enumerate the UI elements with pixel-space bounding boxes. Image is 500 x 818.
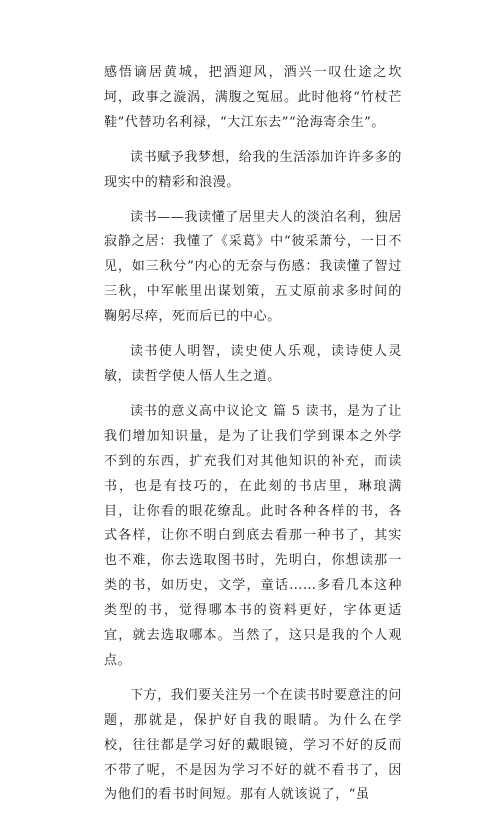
- paragraph-6: 下方，我们要关注另一个在读书时要意注的问题，那就是，保护好自我的眼睛。为什么在学校，往往都是学习好的戴眼镜，学习不好的反而不带了呢，不是因为学习不好的就不看书了，因为他们的看书时间短。那有人就该说了，“虽: [104, 687, 403, 803]
- paragraph-3: 读书——我读懂了居里夫人的淡泊名利，独居寂静之居：我懂了《采葛》中“彼采萧兮，一日不见，如三秋兮”内心的无奈与伤感：我读懂了智过三秋，中军帐里出谋划策，五丈原前求多时间的鞠躬尽瘁，死而后已的中心。: [104, 209, 403, 325]
- paragraph-4: 读书使人明智，读史使人乐观，读诗使人灵敏，读哲学使人悟人生之道。: [104, 344, 402, 384]
- paragraph-2: 读书赋予我梦想，给我的生活添加许许多多的现实中的精彩和浪漫。: [104, 149, 403, 190]
- document-body: [104, 61, 402, 818]
- paragraph-1: 感悟谪居黄城，把酒迎风，酒兴一叹仕途之坎坷，政事之漩涡，满腹之冤屈。此时他将“竹杖芒鞋”代替功名利禄，“大江东去”“沧海寄余生”。: [104, 65, 402, 130]
- paragraph-5: 读书的意义高中议论文 篇 5 读书，是为了让我们增加知识量，是为了让我们学到课本之外学不到的东西，扩充我们对其他知识的补充，而读书，也是有技巧的，在此刻的书店里，琳琅满目，让你看的眼花缭乱。此时各种各样的书，各式各样，让你不明白到底去看那一种书了，其实也不难，你去选取图书时，先明白，你想读那一类的书，如历史，文学，童话……多看几本这种类型的书，觉得哪本书的资料更好，字体更适宜，就去选取哪本。当然了，这只是我的个人观点。: [104, 403, 402, 668]
